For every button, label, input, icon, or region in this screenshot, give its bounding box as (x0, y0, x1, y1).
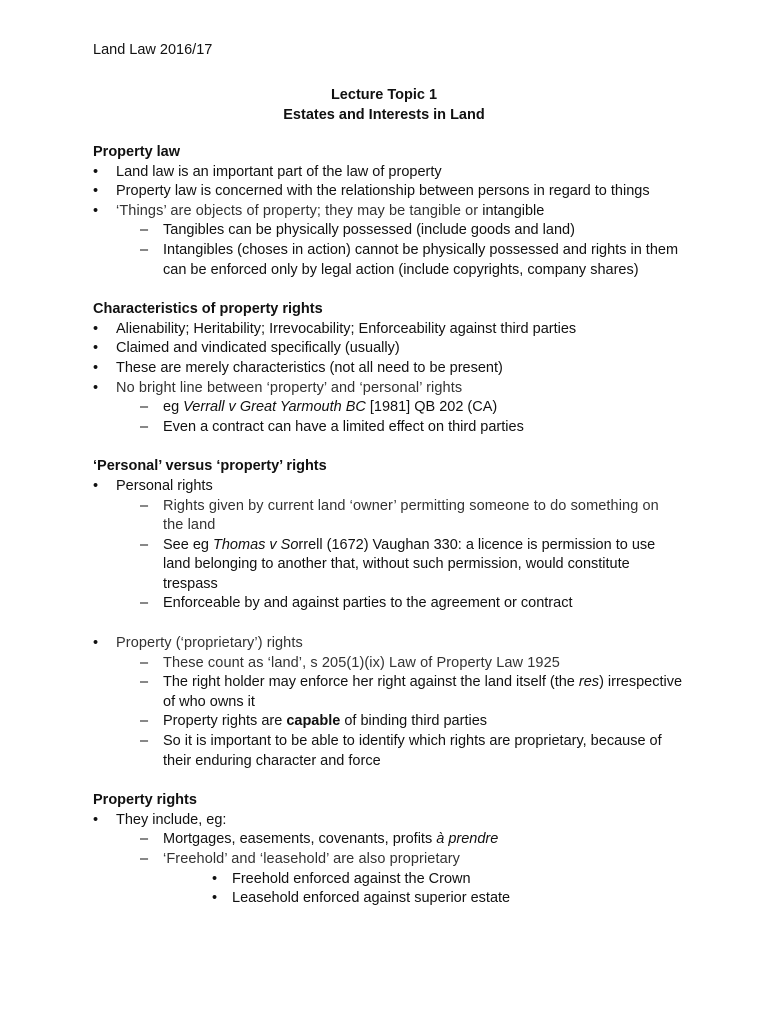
title-line-2: Estates and Interests in Land (283, 106, 485, 123)
dash: – (140, 418, 149, 435)
title-line-1: Lecture Topic 1 (330, 87, 438, 103)
dash: – (140, 399, 149, 416)
bullet: • (93, 163, 99, 180)
sub-list-item-text: Property rights are (163, 713, 287, 730)
bullet: • (212, 870, 218, 887)
sub-list-item (116, 654, 683, 674)
list-item (93, 811, 683, 909)
list-item-text: No bright line between ‘property’ and ‘personal’ rights (116, 379, 463, 396)
sub-sub-list (163, 870, 683, 909)
section-heading-characteristics: Characteristics of property rights (93, 301, 323, 318)
dash: – (140, 241, 149, 258)
list-item-text: ‘Things’ are objects of property; they may be tangible or (116, 202, 479, 219)
sub-list-item (116, 673, 683, 712)
sub-list-item (116, 398, 683, 418)
list-item (93, 379, 683, 438)
sub-list-item-text: So it is important to be able to identify which rights are proprietary, because of their enduring character and force (163, 733, 662, 769)
lecture-title (0, 86, 768, 125)
list-item (93, 202, 683, 280)
latin-term: res (578, 674, 600, 691)
dash: – (140, 713, 149, 730)
personal-vs-property-list (93, 477, 683, 614)
sub-list-item-text: eg (163, 399, 184, 416)
list-item (93, 477, 683, 614)
sub-list-item (116, 221, 683, 241)
sub-list-item-text: Rights given by current land ‘owner’ permitting someone to do something on the land (163, 497, 659, 534)
bullet: • (93, 635, 99, 652)
sub-list-item-text: ‘Freehold’ and ‘leasehold’ are also proprietary (163, 851, 461, 867)
sub-sub-list-item (163, 889, 683, 909)
list-item-text: Land law is an important part of the law of property (116, 163, 442, 180)
case-name: Verrall v Great Yarmouth BC (183, 399, 366, 416)
list-item-text: They include, eg: (116, 811, 227, 828)
list-item (93, 359, 683, 379)
sub-list (116, 221, 683, 280)
sub-list-item (116, 594, 683, 614)
dash: – (140, 595, 149, 612)
sub-list (116, 497, 683, 615)
list-item (93, 634, 683, 771)
list-item-text: Personal rights (116, 477, 213, 494)
bullet: • (93, 340, 99, 357)
bullet: • (93, 379, 99, 396)
bullet: • (212, 890, 218, 907)
sub-sub-list-item (163, 870, 683, 890)
sub-list (116, 654, 683, 772)
sub-list-item (116, 497, 683, 536)
bullet: • (93, 183, 99, 200)
document-body (93, 143, 683, 909)
sub-list-item (116, 732, 683, 771)
sub-list-item-text: [1981] QB 202 (CA) (365, 399, 498, 416)
latin-term: à prendre (436, 831, 499, 848)
sub-list-item-text: Intangibles (choses in action) cannot be physically possessed and rights in them can be enforced only by legal action (include copyrights, company shares) (163, 241, 679, 278)
sub-list-item (116, 241, 683, 280)
list-item-text: Alienability; Heritability; Irrevocability; Enforceability against third parties (116, 320, 577, 337)
sub-list-item-text: ) irrespective of who owns it (163, 674, 683, 710)
sub-list (116, 830, 683, 908)
list-item-text: Claimed and vindicated specifically (usually) (116, 340, 400, 357)
emphasis: capable (286, 713, 341, 730)
bullet: • (93, 320, 99, 337)
list-item (93, 320, 683, 340)
sub-list-item (116, 830, 683, 850)
list-item-text: Property law is concerned with the relationship between persons in regard to things (116, 183, 650, 200)
sub-list-item-text: Even a contract can have a limited effect on third parties (163, 418, 524, 435)
bullet: • (93, 477, 99, 494)
dash: – (140, 654, 149, 671)
section-heading-personal-vs-property: ‘Personal’ versus ‘property’ rights (93, 458, 327, 475)
sub-list-item (116, 712, 683, 732)
sub-list-item-text: of binding third parties (340, 713, 488, 730)
proprietary-rights-list (93, 634, 683, 771)
sub-list (116, 398, 683, 437)
sub-list-item-text: rrell (1672) Vaughan 330: a licence is permission to use land belonging to another that, without such permission, would constitute trespass (163, 536, 656, 592)
property-law-list (93, 163, 683, 281)
sub-list-item-text: These count as ‘land’, s 205(1)(ix) Law of Property Law 1925 (163, 654, 560, 671)
sub-sub-list-item-text: Leasehold enforced against superior estate (232, 890, 511, 907)
list-item-text: intangible (478, 202, 545, 219)
sub-list-item (116, 418, 683, 438)
section-heading-property-law: Property law (93, 144, 181, 160)
dash: – (140, 222, 149, 239)
bullet: • (93, 359, 99, 376)
bullet: • (93, 202, 99, 219)
property-rights-list (93, 811, 683, 909)
case-name: Thomas v So (213, 536, 299, 553)
sub-list-item-text: The right holder may enforce her right against the land itself (the (163, 674, 579, 691)
dash: – (140, 497, 149, 514)
sub-list-item-text: Enforceable by and against parties to the agreement or contract (163, 595, 573, 612)
sub-list-item (116, 536, 683, 595)
dash: – (140, 831, 149, 848)
running-head: Land Law 2016/17 (93, 42, 213, 58)
sub-sub-list-item-text: Freehold enforced against the Crown (232, 870, 471, 887)
section-heading-property-rights: Property rights (93, 792, 197, 809)
dash: – (140, 851, 149, 867)
list-item (93, 182, 683, 202)
characteristics-list (93, 320, 683, 438)
list-item (93, 339, 683, 359)
sub-list-item (116, 850, 683, 909)
dash: – (140, 536, 149, 553)
sub-list-item-text: See eg (163, 536, 213, 553)
list-item-text: These are merely characteristics (not all need to be present) (116, 359, 503, 376)
dash: – (140, 674, 149, 691)
list-item-text: Property (‘proprietary’) rights (116, 635, 303, 652)
list-item (93, 163, 683, 183)
sub-list-item-text: Tangibles can be physically possessed (include goods and land) (163, 222, 575, 239)
sub-list-item-text: Mortgages, easements, covenants, profits (163, 831, 437, 848)
dash: – (140, 733, 149, 750)
bullet: • (93, 811, 99, 828)
